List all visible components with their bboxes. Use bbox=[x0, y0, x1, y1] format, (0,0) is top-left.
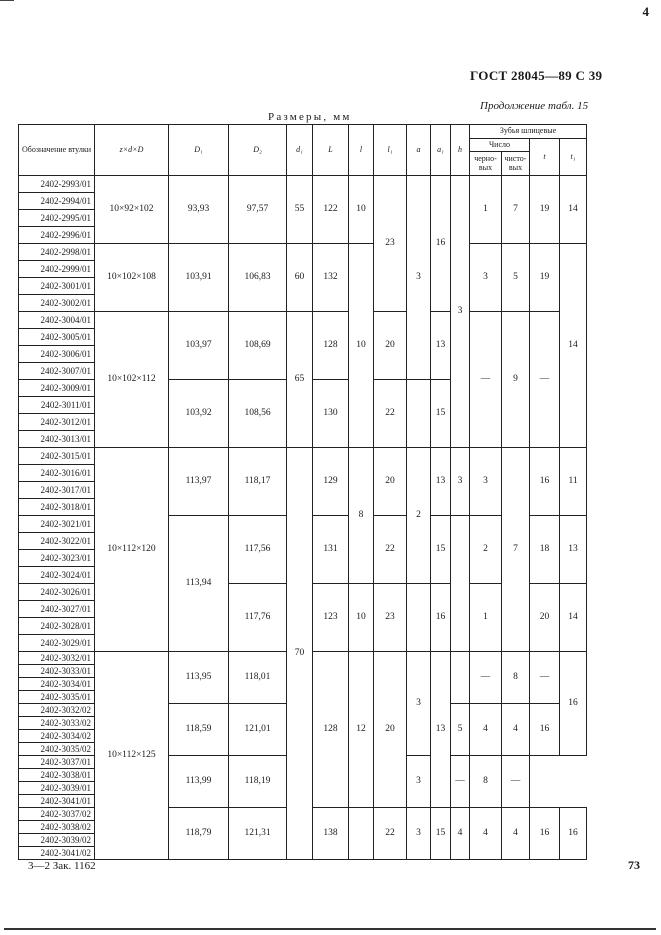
L-cell: 122 bbox=[313, 176, 349, 244]
col-header-t: t bbox=[530, 139, 560, 176]
designation-cell: 2402-3028/01 bbox=[19, 618, 95, 635]
designation-cell: 2402-3029/01 bbox=[19, 635, 95, 652]
corner-mark: 4 bbox=[642, 4, 649, 19]
D1-cell: 113,94 bbox=[169, 516, 229, 652]
D2-cell: 108,69 bbox=[229, 312, 287, 380]
designation-cell: 2402-3041/01 bbox=[19, 795, 95, 808]
designation-cell: 2402-3012/01 bbox=[19, 414, 95, 431]
h-cell: 3 bbox=[451, 176, 470, 448]
designation-cell: 2402-3016/01 bbox=[19, 465, 95, 482]
designation-cell: 2402-3002/01 bbox=[19, 295, 95, 312]
designation-cell: 2402-3017/01 bbox=[19, 482, 95, 499]
rough-cell: — bbox=[470, 652, 502, 704]
l1-cell: 22 bbox=[374, 808, 407, 860]
col-header-L: L bbox=[313, 125, 349, 176]
a1-cell: 16 bbox=[431, 584, 451, 652]
D1-cell: 113,99 bbox=[169, 756, 229, 808]
col-header-rough: черно-вых bbox=[470, 152, 502, 176]
designation-cell: 2402-3033/02 bbox=[19, 717, 95, 730]
d1-cell: 55 bbox=[287, 176, 313, 244]
designation-cell: 2402-3013/01 bbox=[19, 431, 95, 448]
rough-cell: 2 bbox=[470, 516, 502, 584]
a1-cell: 15 bbox=[431, 380, 451, 448]
t-cell: 18 bbox=[530, 516, 560, 584]
a1-cell: 16 bbox=[431, 176, 451, 312]
zdD-cell: 10×112×120 bbox=[95, 448, 169, 652]
corner-dash bbox=[0, 0, 14, 1]
h-cell: 3 bbox=[451, 448, 470, 516]
L-cell: 138 bbox=[313, 808, 349, 860]
designation-cell: 2402-2995/01 bbox=[19, 210, 95, 227]
designation-cell: 2402-2994/01 bbox=[19, 193, 95, 210]
col-header-a1: a₁ bbox=[431, 125, 451, 176]
designation-cell: 2402-3004/01 bbox=[19, 312, 95, 329]
designation-cell: 2402-2996/01 bbox=[19, 227, 95, 244]
t-cell: — bbox=[530, 312, 560, 448]
rough-cell: — bbox=[451, 756, 470, 808]
finish-cell: 9 bbox=[502, 312, 530, 448]
D1-cell: 118,79 bbox=[169, 808, 229, 860]
a1-cell: 13 bbox=[431, 312, 451, 380]
designation-cell: 2402-3023/01 bbox=[19, 550, 95, 567]
zdD-cell: 10×92×102 bbox=[95, 176, 169, 244]
D2-cell: 118,17 bbox=[229, 448, 287, 516]
a-cell bbox=[407, 380, 431, 448]
D1-cell: 93,93 bbox=[169, 176, 229, 244]
designation-cell: 2402-3039/01 bbox=[19, 782, 95, 795]
l1-cell: 20 bbox=[374, 652, 407, 808]
col-header-d1: d₁ bbox=[287, 125, 313, 176]
col-header-h: h bbox=[451, 125, 470, 176]
rough-cell: 1 bbox=[470, 176, 502, 244]
zdD-cell: 10×102×108 bbox=[95, 244, 169, 312]
D1-cell: 113,95 bbox=[169, 652, 229, 704]
h-cell: 3 bbox=[407, 756, 431, 808]
d1-cell: 60 bbox=[287, 244, 313, 312]
designation-cell: 2402-2999/01 bbox=[19, 261, 95, 278]
h-cell: 5 bbox=[451, 704, 470, 756]
l-cell: 10 bbox=[349, 176, 374, 244]
a1-cell: 15 bbox=[431, 808, 451, 860]
l1-cell: 22 bbox=[374, 380, 407, 448]
d1-cell: 70 bbox=[287, 448, 313, 860]
a1-cell: 13 bbox=[431, 652, 451, 808]
designation-cell: 2402-2993/01 bbox=[19, 176, 95, 193]
page-number: 73 bbox=[628, 858, 640, 872]
designation-cell: 2402-3021/01 bbox=[19, 516, 95, 533]
l-cell: 12 bbox=[349, 652, 374, 808]
designation-cell: 2402-3037/02 bbox=[19, 808, 95, 821]
D2-cell: 117,56 bbox=[229, 516, 287, 584]
designation-cell: 2402-3015/01 bbox=[19, 448, 95, 465]
designation-cell: 2402-3024/01 bbox=[19, 567, 95, 584]
dimensions-table bbox=[18, 124, 587, 860]
designation-cell: 2402-3026/01 bbox=[19, 584, 95, 601]
designation-cell: 2402-3039/02 bbox=[19, 834, 95, 847]
col-header-finish: чисто-вых bbox=[502, 152, 530, 176]
col-header-number: Число bbox=[470, 139, 530, 152]
D2-cell: 121,01 bbox=[229, 704, 287, 756]
standard-number: ГОСТ 28045—89 С 39 bbox=[470, 68, 603, 83]
col-header-zdD: z×d×D bbox=[95, 125, 169, 176]
h-cell bbox=[451, 516, 470, 652]
designation-cell: 2402-3037/01 bbox=[19, 756, 95, 769]
t-cell: — bbox=[530, 652, 560, 704]
table-continuation: Продолжение табл. 15 bbox=[480, 100, 589, 112]
l-cell: 8 bbox=[349, 448, 374, 584]
designation-cell: 2402-3006/01 bbox=[19, 346, 95, 363]
d1-cell: 65 bbox=[287, 312, 313, 448]
designation-cell: 2402-3018/01 bbox=[19, 499, 95, 516]
finish-cell: 7 bbox=[502, 448, 530, 652]
D2-cell: 118,19 bbox=[229, 756, 287, 808]
l1-cell: 22 bbox=[374, 516, 407, 584]
D2-cell: 117,76 bbox=[229, 584, 287, 652]
D2-cell: 121,31 bbox=[229, 808, 287, 860]
t1-cell: 16 bbox=[560, 808, 587, 860]
t-cell: 19 bbox=[530, 244, 560, 312]
rough-cell: — bbox=[470, 312, 502, 448]
designation-cell: 2402-3038/01 bbox=[19, 769, 95, 782]
designation-cell: 2402-3032/02 bbox=[19, 704, 95, 717]
col-header-t1: t₁ bbox=[560, 139, 587, 176]
designation-cell: 2402-3022/01 bbox=[19, 533, 95, 550]
finish-cell: 4 bbox=[502, 808, 530, 860]
rough-cell: 3 bbox=[470, 244, 502, 312]
finish-cell: 7 bbox=[502, 176, 530, 244]
h-cell bbox=[451, 652, 470, 704]
zdD-cell: 10×112×125 bbox=[95, 652, 169, 860]
designation-cell: 2402-3035/01 bbox=[19, 691, 95, 704]
col-header-l: l bbox=[349, 125, 374, 176]
a-cell bbox=[407, 584, 431, 652]
D1-cell: 103,91 bbox=[169, 244, 229, 312]
finish-cell: 8 bbox=[502, 652, 530, 704]
L-cell: 128 bbox=[313, 652, 349, 808]
t-cell: 19 bbox=[530, 176, 560, 244]
D1-cell: 103,97 bbox=[169, 312, 229, 380]
t1-cell: 11 bbox=[560, 448, 587, 516]
finish-cell: 8 bbox=[470, 756, 502, 808]
designation-cell: 2402-2998/01 bbox=[19, 244, 95, 261]
D2-cell: 97,57 bbox=[229, 176, 287, 244]
D1-cell: 118,59 bbox=[169, 704, 229, 756]
rough-cell: 4 bbox=[470, 808, 502, 860]
col-header-designation: Обозначение втулки bbox=[19, 125, 95, 176]
zdD-cell: 10×102×112 bbox=[95, 312, 169, 448]
col-header-teeth: Зубья шлицевые bbox=[470, 125, 587, 139]
designation-cell: 2402-3035/02 bbox=[19, 743, 95, 756]
D1-cell: 113,97 bbox=[169, 448, 229, 516]
bottom-edge-rule bbox=[4, 928, 656, 930]
designation-cell: 2402-3011/01 bbox=[19, 397, 95, 414]
a-cell: 3 bbox=[407, 808, 431, 860]
col-header-D2: D₂ bbox=[229, 125, 287, 176]
L-cell: 123 bbox=[313, 584, 349, 652]
designation-cell: 2402-3005/01 bbox=[19, 329, 95, 346]
L-cell: 130 bbox=[313, 380, 349, 448]
l-cell bbox=[349, 808, 374, 860]
l-cell: 10 bbox=[349, 244, 374, 448]
finish-cell: 5 bbox=[502, 244, 530, 312]
rough-cell: 4 bbox=[470, 704, 502, 756]
l1-cell: 20 bbox=[374, 448, 407, 516]
L-cell: 129 bbox=[313, 448, 349, 516]
a1-cell: 15 bbox=[431, 516, 451, 584]
t-cell: 16 bbox=[530, 808, 560, 860]
t1-cell: 16 bbox=[560, 652, 587, 756]
designation-cell: 2402-3038/02 bbox=[19, 821, 95, 834]
rough-cell: 1 bbox=[470, 584, 502, 652]
L-cell: 131 bbox=[313, 516, 349, 584]
D1-cell: 103,92 bbox=[169, 380, 229, 448]
L-cell: 128 bbox=[313, 312, 349, 380]
dimensions-caption: Размеры, мм bbox=[268, 111, 352, 123]
h-cell: 4 bbox=[451, 808, 470, 860]
finish-cell: 4 bbox=[502, 704, 530, 756]
designation-cell: 2402-3034/02 bbox=[19, 730, 95, 743]
designation-cell: 2402-3033/01 bbox=[19, 665, 95, 678]
t1-cell: 14 bbox=[560, 176, 587, 244]
col-header-a: a bbox=[407, 125, 431, 176]
t1-cell: 14 bbox=[560, 244, 587, 448]
designation-cell: 2402-3001/01 bbox=[19, 278, 95, 295]
order-note: 3—2 Зак. 1162 bbox=[28, 860, 96, 872]
t-cell: 16 bbox=[530, 704, 560, 756]
designation-cell: 2402-3032/01 bbox=[19, 652, 95, 665]
D2-cell: 108,56 bbox=[229, 380, 287, 448]
l-cell: 10 bbox=[349, 584, 374, 652]
l1-cell: 23 bbox=[374, 176, 407, 312]
l1-cell: 20 bbox=[374, 312, 407, 380]
l1-cell: 23 bbox=[374, 584, 407, 652]
designation-cell: 2402-3034/01 bbox=[19, 678, 95, 691]
t-cell: 20 bbox=[530, 584, 560, 652]
D2-cell: 106,83 bbox=[229, 244, 287, 312]
designation-cell: 2402-3009/01 bbox=[19, 380, 95, 397]
a-cell: 3 bbox=[407, 176, 431, 380]
t-cell: 16 bbox=[530, 448, 560, 516]
a-cell: 3 bbox=[407, 652, 431, 756]
designation-cell: 2402-3007/01 bbox=[19, 363, 95, 380]
col-header-D1: D₁ bbox=[169, 125, 229, 176]
L-cell: 132 bbox=[313, 244, 349, 312]
a1-cell: 13 bbox=[431, 448, 451, 516]
col-header-l1: l₁ bbox=[374, 125, 407, 176]
rough-cell: 3 bbox=[470, 448, 502, 516]
t-cell: — bbox=[502, 756, 530, 808]
t1-cell: 13 bbox=[560, 516, 587, 584]
designation-cell: 2402-3041/02 bbox=[19, 847, 95, 860]
designation-cell: 2402-3027/01 bbox=[19, 601, 95, 618]
a-cell: 2 bbox=[407, 448, 431, 584]
t1-cell: 14 bbox=[560, 584, 587, 652]
D2-cell: 118,01 bbox=[229, 652, 287, 704]
